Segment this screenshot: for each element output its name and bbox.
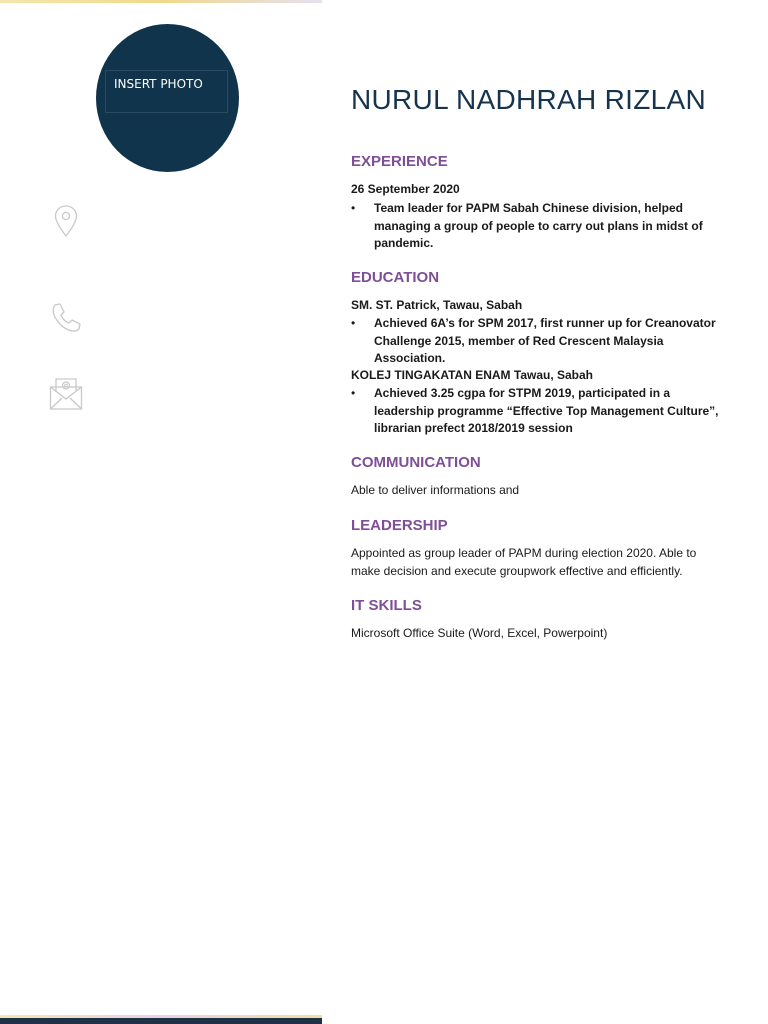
leadership-text-line-1: Appointed as group leader of PAPM during election 2020. Able to (351, 546, 697, 560)
photo-placeholder-label: INSERT PHOTO (114, 77, 203, 91)
leadership-text-line-2: make decision and execute groupwork effective and efficiently. (351, 564, 683, 578)
candidate-name: NURUL NADHRAH RIZLAN (351, 84, 707, 115)
communication-text: Able to deliver informations and (351, 483, 520, 497)
section-heading-it-skills: IT SKILLS (351, 597, 422, 614)
bullet-marker: • (351, 201, 356, 215)
top-decor-strip (0, 0, 322, 3)
education-bullet-1-text: Achieved 6A’s for SPM 2017, first runner up for Creanovator Challenge 2015, member of Red Crescent Malaysia Association. (374, 316, 716, 365)
section-heading-experience: EXPERIENCE (351, 153, 448, 170)
experience-bullet (351, 200, 721, 253)
education-school-1: SM. ST. Patrick, Tawau, Sabah (351, 298, 523, 312)
email-envelope-icon (48, 375, 84, 411)
education-bullet-2 (351, 385, 721, 438)
it-skills-text: Microsoft Office Suite (Word, Excel, Powerpoint) (351, 626, 608, 640)
experience-date: 26 September 2020 (351, 182, 460, 196)
phone-icon (48, 300, 84, 336)
education-bullet-2-text: Achieved 3.25 cgpa for STPM 2019, participated in a leadership programme “Effective Top Management Culture”, librarian prefect 2018/2019 session (374, 386, 719, 435)
experience-bullet-text: Team leader for PAPM Sabah Chinese division, helped managing a group of people to carry out plans in midst of pandemic. (374, 201, 703, 250)
section-heading-communication: COMMUNICATION (351, 454, 481, 471)
location-pin-icon (48, 203, 84, 239)
education-school-2: KOLEJ TINGAKATAN ENAM Tawau, Sabah (351, 368, 594, 382)
section-heading-leadership: LEADERSHIP (351, 517, 448, 534)
bullet-marker: • (351, 386, 356, 400)
education-bullet-1 (351, 315, 721, 368)
bottom-decor-strip (0, 1018, 322, 1024)
section-heading-education: EDUCATION (351, 269, 440, 286)
bullet-marker: • (351, 316, 356, 330)
